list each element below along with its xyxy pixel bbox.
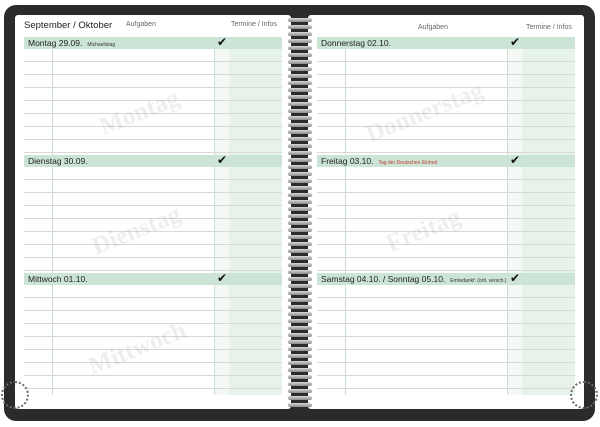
day-header xyxy=(24,155,282,167)
spiral-coil xyxy=(288,165,312,169)
spiral-coil xyxy=(288,361,312,365)
day-header xyxy=(24,37,282,49)
spiral-coil xyxy=(288,172,312,176)
spiral-coil xyxy=(288,382,312,386)
check-icon: ✔ xyxy=(510,153,521,167)
day-watermark: Dienstag xyxy=(88,200,185,261)
spiral-coil xyxy=(288,340,312,344)
spiral-coil xyxy=(288,74,312,78)
day-title: Freitag 03.10. xyxy=(321,156,374,166)
spiral-coil xyxy=(288,305,312,309)
termine-label: Termine / Infos xyxy=(231,21,277,28)
day-title: Mittwoch 01.10. xyxy=(28,274,88,284)
spiral-coil xyxy=(288,46,312,50)
check-icon: ✔ xyxy=(510,35,521,49)
check-icon: ✔ xyxy=(217,271,228,285)
spiral-coil xyxy=(288,291,312,295)
spiral-coil xyxy=(288,158,312,162)
spiral-coil xyxy=(288,354,312,358)
day-header xyxy=(317,273,575,285)
spiral-coil xyxy=(288,207,312,211)
spiral-coil xyxy=(288,151,312,155)
spiral-coil xyxy=(288,298,312,302)
day-note: Tag der Deutschen Einheit xyxy=(378,160,438,166)
aufgaben-label: Aufgaben xyxy=(126,21,156,28)
spiral-coil xyxy=(288,25,312,29)
spiral-coil xyxy=(288,109,312,113)
spiral-coil xyxy=(288,18,312,22)
spiral-coil xyxy=(288,403,312,407)
termine-label: Termine / Infos xyxy=(526,24,572,31)
spiral-coil xyxy=(288,32,312,36)
spiral-coil xyxy=(288,221,312,225)
spiral-coil xyxy=(288,228,312,232)
spiral-coil xyxy=(288,39,312,43)
day-lines xyxy=(317,285,575,395)
spiral-coil xyxy=(288,53,312,57)
day-header xyxy=(24,273,282,285)
spiral-coil xyxy=(288,347,312,351)
spiral-coil xyxy=(288,137,312,141)
spiral-coil xyxy=(288,235,312,239)
day-title: Montag 29.09. xyxy=(28,38,83,48)
spiral-coil xyxy=(288,277,312,281)
spiral-coil xyxy=(288,214,312,218)
day-header xyxy=(317,155,575,167)
spiral-coil xyxy=(288,396,312,400)
spiral-coil xyxy=(288,193,312,197)
spiral-coil xyxy=(288,333,312,337)
right-page xyxy=(308,15,584,409)
aufgaben-label: Aufgaben xyxy=(418,24,448,31)
day-watermark: Freitag xyxy=(382,203,465,258)
spiral-coil xyxy=(288,389,312,393)
day-lines xyxy=(24,285,282,395)
spiral-coil xyxy=(288,312,312,316)
spiral-coil xyxy=(288,375,312,379)
spiral-coil xyxy=(288,144,312,148)
spiral-coil xyxy=(288,249,312,253)
spiral-coil xyxy=(288,123,312,127)
spiral-coil xyxy=(288,319,312,323)
spiral-coil xyxy=(288,67,312,71)
spiral-coil xyxy=(288,116,312,120)
check-icon: ✔ xyxy=(217,35,228,49)
check-icon: ✔ xyxy=(217,153,228,167)
day-lines xyxy=(317,49,575,155)
spiral-coil xyxy=(288,326,312,330)
spiral-coil xyxy=(288,102,312,106)
spiral-coil xyxy=(288,81,312,85)
check-icon: ✔ xyxy=(510,271,521,285)
corner-dots-left xyxy=(1,381,29,409)
day-title: Donnerstag 02.10. xyxy=(321,38,391,48)
day-note: Michaelistag xyxy=(87,42,116,48)
spiral-coil xyxy=(288,270,312,274)
spiral-coil xyxy=(288,200,312,204)
spiral-coil xyxy=(288,60,312,64)
spiral-coil xyxy=(288,186,312,190)
corner-dots-right xyxy=(570,381,598,409)
month-title: September / Oktober xyxy=(24,20,113,31)
spiral-coil xyxy=(288,263,312,267)
left-page xyxy=(15,15,291,409)
spiral-coil xyxy=(288,88,312,92)
spiral-coil xyxy=(288,284,312,288)
day-lines xyxy=(24,49,282,155)
spiral-coil xyxy=(288,242,312,246)
spiral-coil xyxy=(288,368,312,372)
day-watermark: Mittwoch xyxy=(84,316,190,381)
day-watermark: Donnerstag xyxy=(362,76,487,149)
day-header xyxy=(317,37,575,49)
spiral-coil xyxy=(288,130,312,134)
day-title: Samstag 04.10. / Sonntag 05.10. xyxy=(321,274,446,284)
spiral-coil xyxy=(288,256,312,260)
spiral-coil xyxy=(288,179,312,183)
day-title: Dienstag 30.09. xyxy=(28,156,88,166)
day-lines xyxy=(317,167,575,273)
day-lines xyxy=(24,167,282,273)
day-note: Erntedankf. (örtl. versch.) xyxy=(450,278,507,284)
day-watermark: Montag xyxy=(95,84,184,141)
spiral-coil xyxy=(288,95,312,99)
spiral-binding xyxy=(288,12,312,412)
